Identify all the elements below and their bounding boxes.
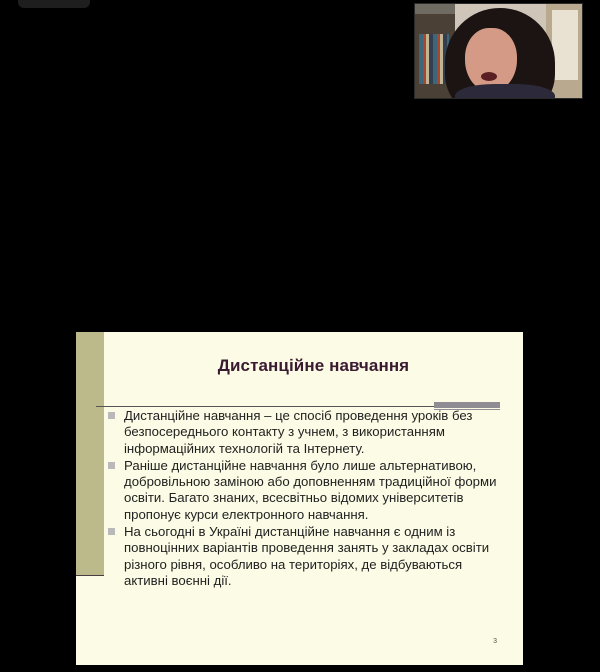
slide-bullet-item: [108, 458, 503, 523]
slide-bullet-text: На сьогодні в Україні дистанційне навчання є одним із повноцінних варіантів проведення занять у закладах освіти різного рівня, особливо на територіях, де відбуваються активні воєнні дії.: [124, 524, 490, 588]
square-bullet-icon: [108, 528, 115, 535]
slide-bullet-item: [108, 408, 503, 457]
participant-video-tile[interactable]: [414, 3, 583, 99]
slide-bullet-text: Раніше дистанційне навчання було лише альтернативою, добровільною заміною або доповненням традиційної форми освіти. Багато знаних, всесвітньо відомих університетів пропонує курси електронного навчання.: [124, 457, 497, 522]
square-bullet-icon: [108, 462, 115, 469]
slide-page-number: 3: [493, 638, 497, 645]
participant-body: [455, 84, 555, 99]
slide-bullet-text: Дистанційне навчання – це спосіб проведення уроків без безпосереднього контакту з учнем, з використанням інформаційних технологій та Інтернету.: [124, 408, 473, 456]
participant-face: [465, 28, 517, 92]
top-toolbar-handle[interactable]: [18, 0, 90, 8]
square-bullet-icon: [108, 412, 115, 419]
slide-left-accent-line: [76, 575, 104, 576]
shared-presentation-slide: [76, 332, 523, 665]
slide-left-accent-bar: [76, 332, 104, 575]
door-panel-background: [552, 10, 578, 80]
slide-title: Дистанційне навчання: [217, 356, 410, 375]
slide-bullet-item: [108, 524, 503, 589]
participant-mouth: [481, 72, 497, 81]
slide-bullet-list: [108, 408, 503, 590]
